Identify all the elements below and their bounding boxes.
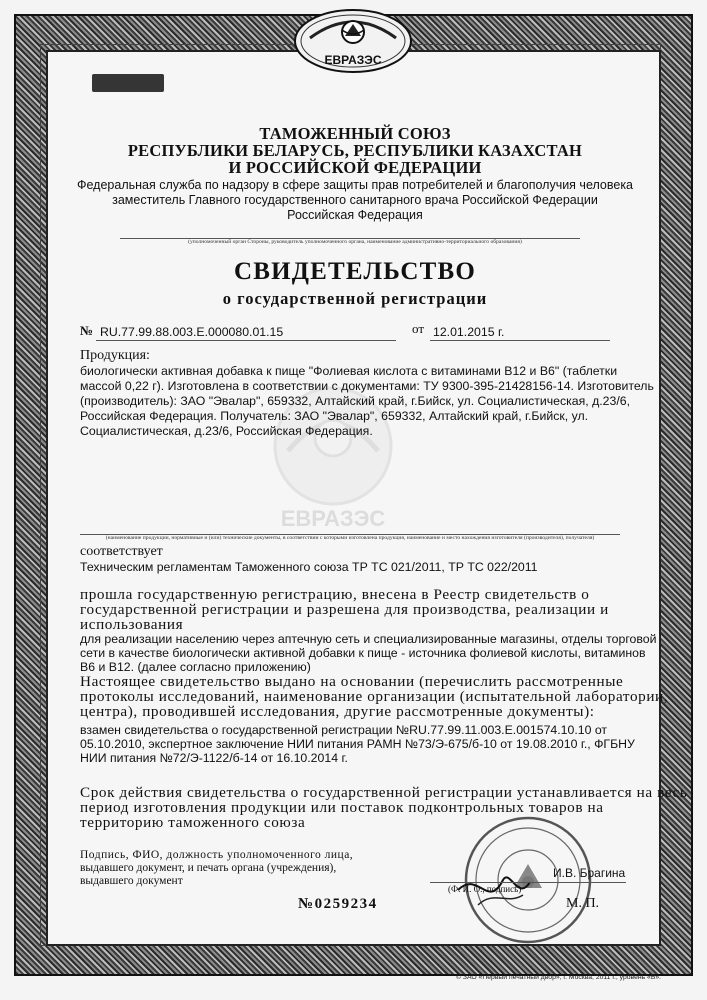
validity-line: Срок действия свидетельства о государственной регистрации устанавливается на весь <box>80 784 688 801</box>
mp-label: М. П. <box>566 896 600 911</box>
number-label: № <box>80 323 94 338</box>
printer-footer: © ЗАО «Первый печатный двор», г. Москва, 2011 г., уровень «В». <box>456 974 662 981</box>
document-line: 05.10.2010, экспертное заключение НИИ питания РАМН №73/Э-675/б-10 от 19.08.2010 г., ФГБНУ <box>80 737 635 751</box>
signature-underline <box>430 882 626 883</box>
header-line-3: И РОССИЙСКОЙ ФЕДЕРАЦИИ <box>228 158 482 177</box>
product-line: Социалистическая, д.23/6, Российская Федерация. <box>80 424 373 438</box>
number-underline <box>96 340 396 341</box>
usage-line: сети в качестве биологически активной добавки к пище - источника фолиевой кислоты, витаминов <box>80 646 646 660</box>
basis-line: протоколы исследований, наименование организации (испытательной лаборатории, <box>80 688 669 705</box>
authority-line-1: Федеральная служба по надзору в сфере защиты прав потребителей и благополучия человека <box>76 178 634 192</box>
validity-line: период изготовления продукции или поставок подконтрольных товаров на <box>80 799 604 816</box>
product-line: (производитель): ЗАО "Эвалар", 659332, Алтайский край, г.Бийск, ул. Социалистическая, д.23/6, <box>80 394 631 408</box>
fio-caption: (Ф. И. О., подпись) <box>448 884 522 894</box>
signature-caption-line: выдавшего документ <box>80 875 183 887</box>
authority-caption: (уполномоченный орган Стороны, руководитель уполномоченного органа, наименование административно-территориального образования) <box>188 239 522 245</box>
usage-line: для реализации населению через аптечную сеть и специализированные магазины, отделы торговой <box>80 632 657 646</box>
redacted-mark <box>92 74 164 92</box>
logo-text: ЕВРАЗЭС <box>324 53 382 67</box>
registration-number: RU.77.99.88.003.E.000080.01.15 <box>100 325 284 339</box>
conformity-text: Техническим регламентам Таможенного союза ТР ТС 021/2011, ТР ТС 022/2011 <box>80 560 538 574</box>
authority-line-3: Российская Федерация <box>287 208 423 222</box>
product-line: массой 0,22 г). Изготовлена в соответствии с документами: ТУ 9300-395-21428156-14. Изготовитель <box>80 379 654 393</box>
conformity-label: соответствует <box>80 544 163 559</box>
registration-statement-line: прошла государственную регистрацию, внесена в Реестр свидетельств о <box>80 586 590 603</box>
signer-name: И.В. Брагина <box>553 866 626 880</box>
signature-caption-line: выдавшего документ, и печать органа (учреждения), <box>80 862 337 874</box>
certificate-subtitle: о государственной регистрации <box>222 289 488 308</box>
header-line-2: РЕСПУБЛИКИ БЕЛАРУСЬ, РЕСПУБЛИКИ КАЗАХСТАН <box>127 141 583 160</box>
validity-line: территорию таможенного союза <box>80 814 306 831</box>
registration-statement-line: государственной регистрации и разрешена для производства, реализации и <box>80 601 609 618</box>
registration-statement-line: использования <box>80 616 184 633</box>
document-line: НИИ питания №72/Э-1122/б-14 от 16.10.2014 г. <box>80 751 348 765</box>
header-line-1: ТАМОЖЕННЫЙ СОЮЗ <box>259 124 451 143</box>
basis-line: Настоящее свидетельство выдано на основании (перечислить рассмотренные <box>80 673 624 690</box>
usage-line: В6 и В12. (далее согласно приложению) <box>80 660 311 674</box>
product-line: Российская Федерация. Получатель: ЗАО "Эвалар", 659332, Алтайский край, г.Бийск, ул. <box>80 409 589 423</box>
eurasec-logo <box>292 8 414 74</box>
authority-line-2: заместитель Главного государственного санитарного врача Российской Федерации <box>112 193 598 207</box>
basis-line: центра), проводившей исследования, другие рассмотренные документы): <box>80 703 595 720</box>
certificate-title: СВИДЕТЕЛЬСТВО <box>233 258 477 285</box>
product-label: Продукция: <box>80 348 150 363</box>
registration-date: 12.01.2015 г. <box>433 325 505 339</box>
date-underline <box>430 340 610 341</box>
product-caption: (наименование продукции, нормативные и (или) технические документы, в соответствии с которыми изготовлена продукция, наименование и место нахождения изготовителя (производителя), получателя) <box>105 535 595 541</box>
signature-caption-line: Подпись, ФИО, должность уполномоченного лица, <box>80 849 354 861</box>
serial-number: №0259234 <box>298 896 378 912</box>
date-label: от <box>412 321 425 336</box>
document-line: взамен свидетельства о государственной регистрации №RU.77.99.11.003.Е.001574.10.10 от <box>80 723 608 737</box>
product-line: биологически активная добавка к пище "Фолиевая кислота с витаминами В12 и В6" (таблетки <box>80 364 618 378</box>
watermark-text: ЕВРАЗЭС <box>280 506 386 531</box>
